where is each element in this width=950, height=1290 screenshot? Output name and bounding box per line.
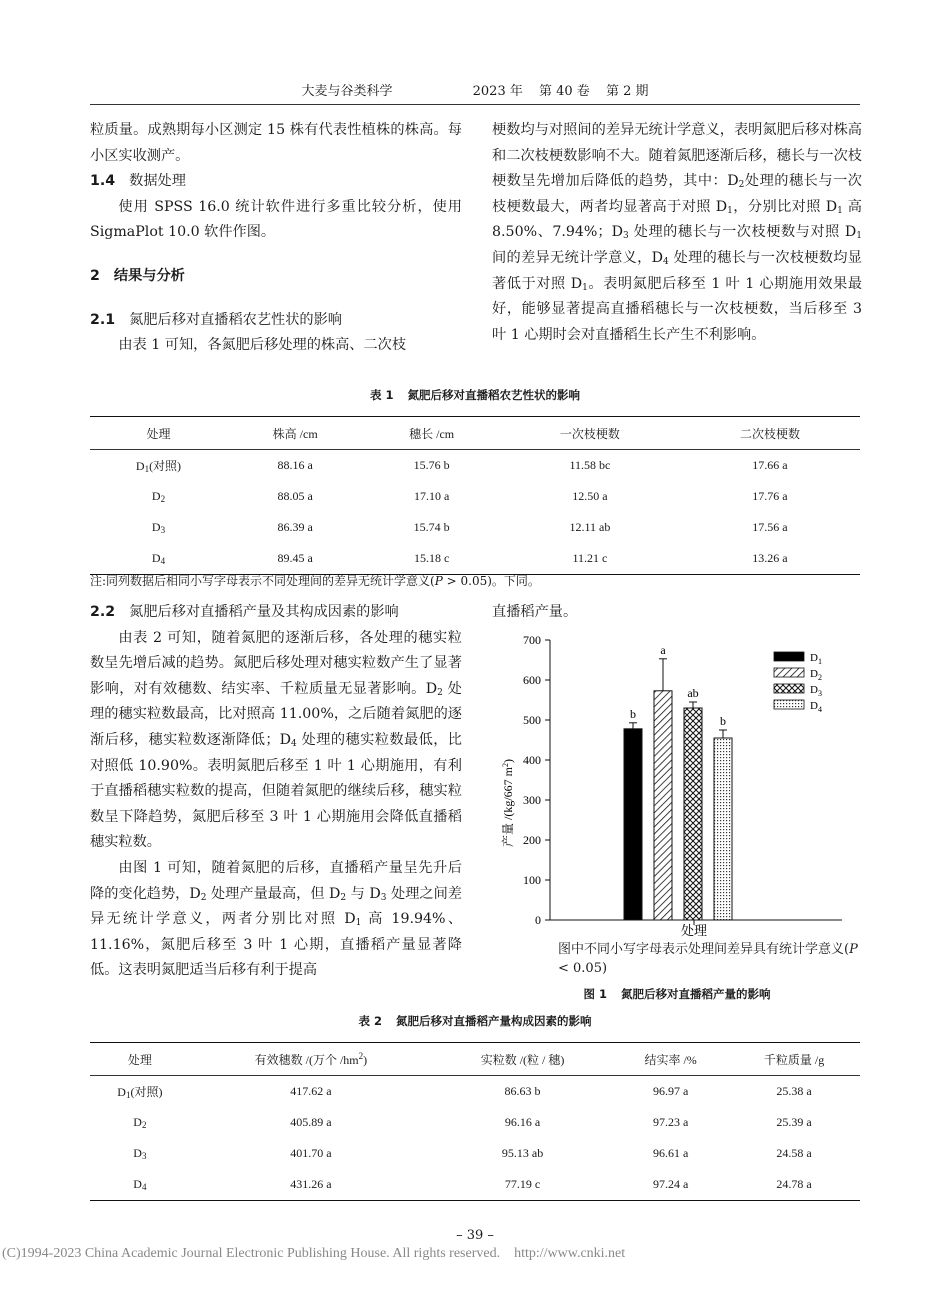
- right-column-bottom: [492, 600, 862, 626]
- y-tick-label: 300: [523, 793, 541, 807]
- page-number: – 39 –: [456, 1228, 494, 1243]
- y-axis-label: 产量 /(kg/667 $m^2$): [501, 759, 515, 847]
- significance-letter: b: [630, 706, 636, 721]
- table2: [90, 1042, 860, 1201]
- table-row: $D_3$ 401.70 a 95.13 ab 96.61 a 24.58 a: [133, 1146, 812, 1161]
- table2-header: 实粒数 /(粒 / 穗): [432, 1043, 613, 1076]
- section-heading-2-2: 2.2 氮肥后移对直播稻产量及其构成因素的影响: [90, 604, 399, 620]
- bar-D2: [654, 691, 672, 920]
- y-tick-label: 700: [523, 633, 541, 647]
- bar-D1: [624, 729, 642, 920]
- section-heading-1-4: 1.4 数据处理: [90, 173, 186, 190]
- bar-D4: [714, 738, 732, 920]
- y-tick-label: 200: [523, 833, 541, 847]
- journal-volume: 第 40 卷: [539, 84, 590, 99]
- paragraph: 由图 1 可知，随着氮肥的后移，直播稻产量呈先升后降的变化趋势，$D_2$ 处理产量最高，但 $D_2$ 与 $D_3$ 处理之间差异无统计学意义，两者分别比对照 $D_1$ 高 19.94%、11.16%，氮肥后移至 3 叶 1 心期，直播稻产量显著降低。这表明氮肥适当后移有利于提高: [90, 859, 463, 979]
- legend-label: $D_3$: [810, 684, 822, 698]
- legend-swatch: [774, 652, 804, 661]
- table-row: $D_2$ 405.89 a 96.16 a 97.23 a 25.39 a: [133, 1115, 812, 1130]
- table-row: $D_4$ 431.26 a 77.19 c 97.24 a 24.78 a: [90, 1169, 860, 1201]
- y-tick-label: 100: [523, 873, 541, 887]
- significance-letter: b: [720, 714, 726, 728]
- table2-header: 有效穗数 /(万个 $/hm^2$): [190, 1043, 432, 1076]
- y-tick-label: 0: [535, 913, 541, 927]
- bar-D3: [684, 708, 702, 920]
- table-row: $D_4$ 89.45 a 15.18 c 11.21 c 13.26 a: [90, 543, 860, 575]
- table-row: $D_1$(对照) 88.16 a 15.76 b 11.58 bc 17.66 a: [135, 458, 788, 474]
- running-header: [90, 80, 860, 105]
- table2-caption: 表 2 氮肥后移对直播稻产量构成因素的影响: [358, 1014, 592, 1028]
- y-tick-label: 400: [523, 753, 541, 767]
- legend-swatch: [774, 700, 804, 709]
- paragraph: 使用 SPSS 16.0 统计软件进行多重比较分析，使用 SigmaPlot 10.0 软件作图。: [90, 198, 462, 241]
- table1-note: 注:同列数据后相同小写字母表示不同处理间的差异无统计学意义(P > 0.05)。下同。: [90, 574, 540, 588]
- legend-swatch: [774, 668, 804, 677]
- journal-year: 2023 年: [472, 84, 523, 99]
- copyright-line: (C)1994-2023 China Academic Journal Electronic Publishing House. All rights reserved. http://www.cnki.net: [2, 1246, 626, 1261]
- right-column-top: [492, 118, 862, 348]
- table2-header: 千粒质量 /g: [728, 1043, 860, 1076]
- paragraph: 梗数均与对照间的差异无统计学意义，表明氮肥后移对株高和二次枝梗数影响不大。随着氮肥逐渐后移，穗长与一次枝梗数呈先增加后降低的趋势，其中：$D_2$处理的穗长与一次枝梗数最大，两者均显著高于对照 $D_1$，分别比对照 $D_1$ 高 8.50%、7.94%；$D_3$ 处理的穗长与一次枝梗数与对照 $D_1$ 间的差异无统计学意义，$D_4$ 处理的穗长与一次枝梗数均显著低于对照 $D_1$。表明氮肥后移至 1 叶 1 心期施用效果最好，能够显著提高直播稻穗长与一次枝梗数，当后移至 3 叶 1 心期时会对直播稻生长产生不利影响。: [492, 122, 863, 343]
- table-row: $D_1$(对照) 417.62 a 86.63 b 96.97 a 25.38 a: [117, 1084, 812, 1100]
- legend-label: $D_4$: [810, 700, 822, 714]
- table1: [90, 416, 860, 575]
- yield-bar-chart: [492, 628, 862, 938]
- y-tick-label: 600: [523, 673, 541, 687]
- journal-issue: 第 2 期: [605, 84, 649, 99]
- legend-label: $D_2$: [810, 668, 822, 682]
- journal-name: 大麦与谷类科学: [301, 84, 393, 99]
- table1-header: 处理: [90, 417, 227, 450]
- table1-header: 二次枝梗数: [680, 417, 860, 450]
- left-column-top: [90, 118, 462, 359]
- table-row: $D_2$ 88.05 a 17.10 a 12.50 a 17.76 a: [151, 489, 788, 504]
- legend-swatch: [774, 684, 804, 693]
- paragraph: 粒质量。成熟期每小区测定 15 株有代表性植株的株高。每小区实收测产。: [90, 122, 462, 164]
- y-tick-label: 500: [523, 713, 541, 727]
- significance-letter: a: [660, 642, 666, 657]
- table1-caption: 表 1 氮肥后移对直播稻农艺性状的影响: [369, 388, 580, 402]
- table1-header: 穗长 /cm: [363, 417, 499, 450]
- section-heading-2-1: 2.1 氮肥后移对直播稻农艺性状的影响: [90, 311, 342, 328]
- significance-letter: ab: [687, 686, 699, 700]
- table1-header: 一次枝梗数: [500, 417, 680, 450]
- x-axis-label: 处理: [680, 923, 708, 938]
- table2-header: 处理: [90, 1043, 190, 1076]
- table-row: $D_3$ 86.39 a 15.74 b 12.11 ab 17.56 a: [151, 520, 788, 535]
- left-column-bottom: [90, 600, 462, 984]
- table1-header: 株高 /cm: [227, 417, 363, 450]
- section-heading-2: 2 结果与分析: [90, 267, 185, 284]
- paragraph: 由表 2 可知，随着氮肥的逐渐后移，各处理的穗实粒数呈先增后减的趋势。氮肥后移处理对穗实粒数产生了显著影响，对有效穗数、结实率、千粒质量无显著影响。$D_2$ 处理的穗实粒数最高，比对照高 11.00%，之后随着氮肥的逐渐后移，穗实粒数逐渐降低；$D_4$ 处理的穗实粒数最低，比对照低 10.90%。表明氮肥后移至 1 叶 1 心期施用，有利于直播稻穗实粒数的提高，但随着氮肥的继续后移，穗实粒数呈下降趋势，氮肥后移至 3 叶 1 心期施用会降低直播稻穗实粒数。: [90, 629, 462, 851]
- figure1-note: 图中不同小写字母表示处理间差异具有统计学意义(P < 0.05): [558, 942, 858, 976]
- paragraph: 由表 1 可知，各氮肥后移处理的株高、二次枝: [118, 337, 407, 354]
- figure1-caption: 图 1 氮肥后移对直播稻产量的影响: [583, 987, 771, 1001]
- legend-label: $D_1$: [810, 652, 822, 666]
- table2-header: 结实率 /%: [613, 1043, 728, 1076]
- paragraph: 直播稻产量。: [492, 604, 578, 620]
